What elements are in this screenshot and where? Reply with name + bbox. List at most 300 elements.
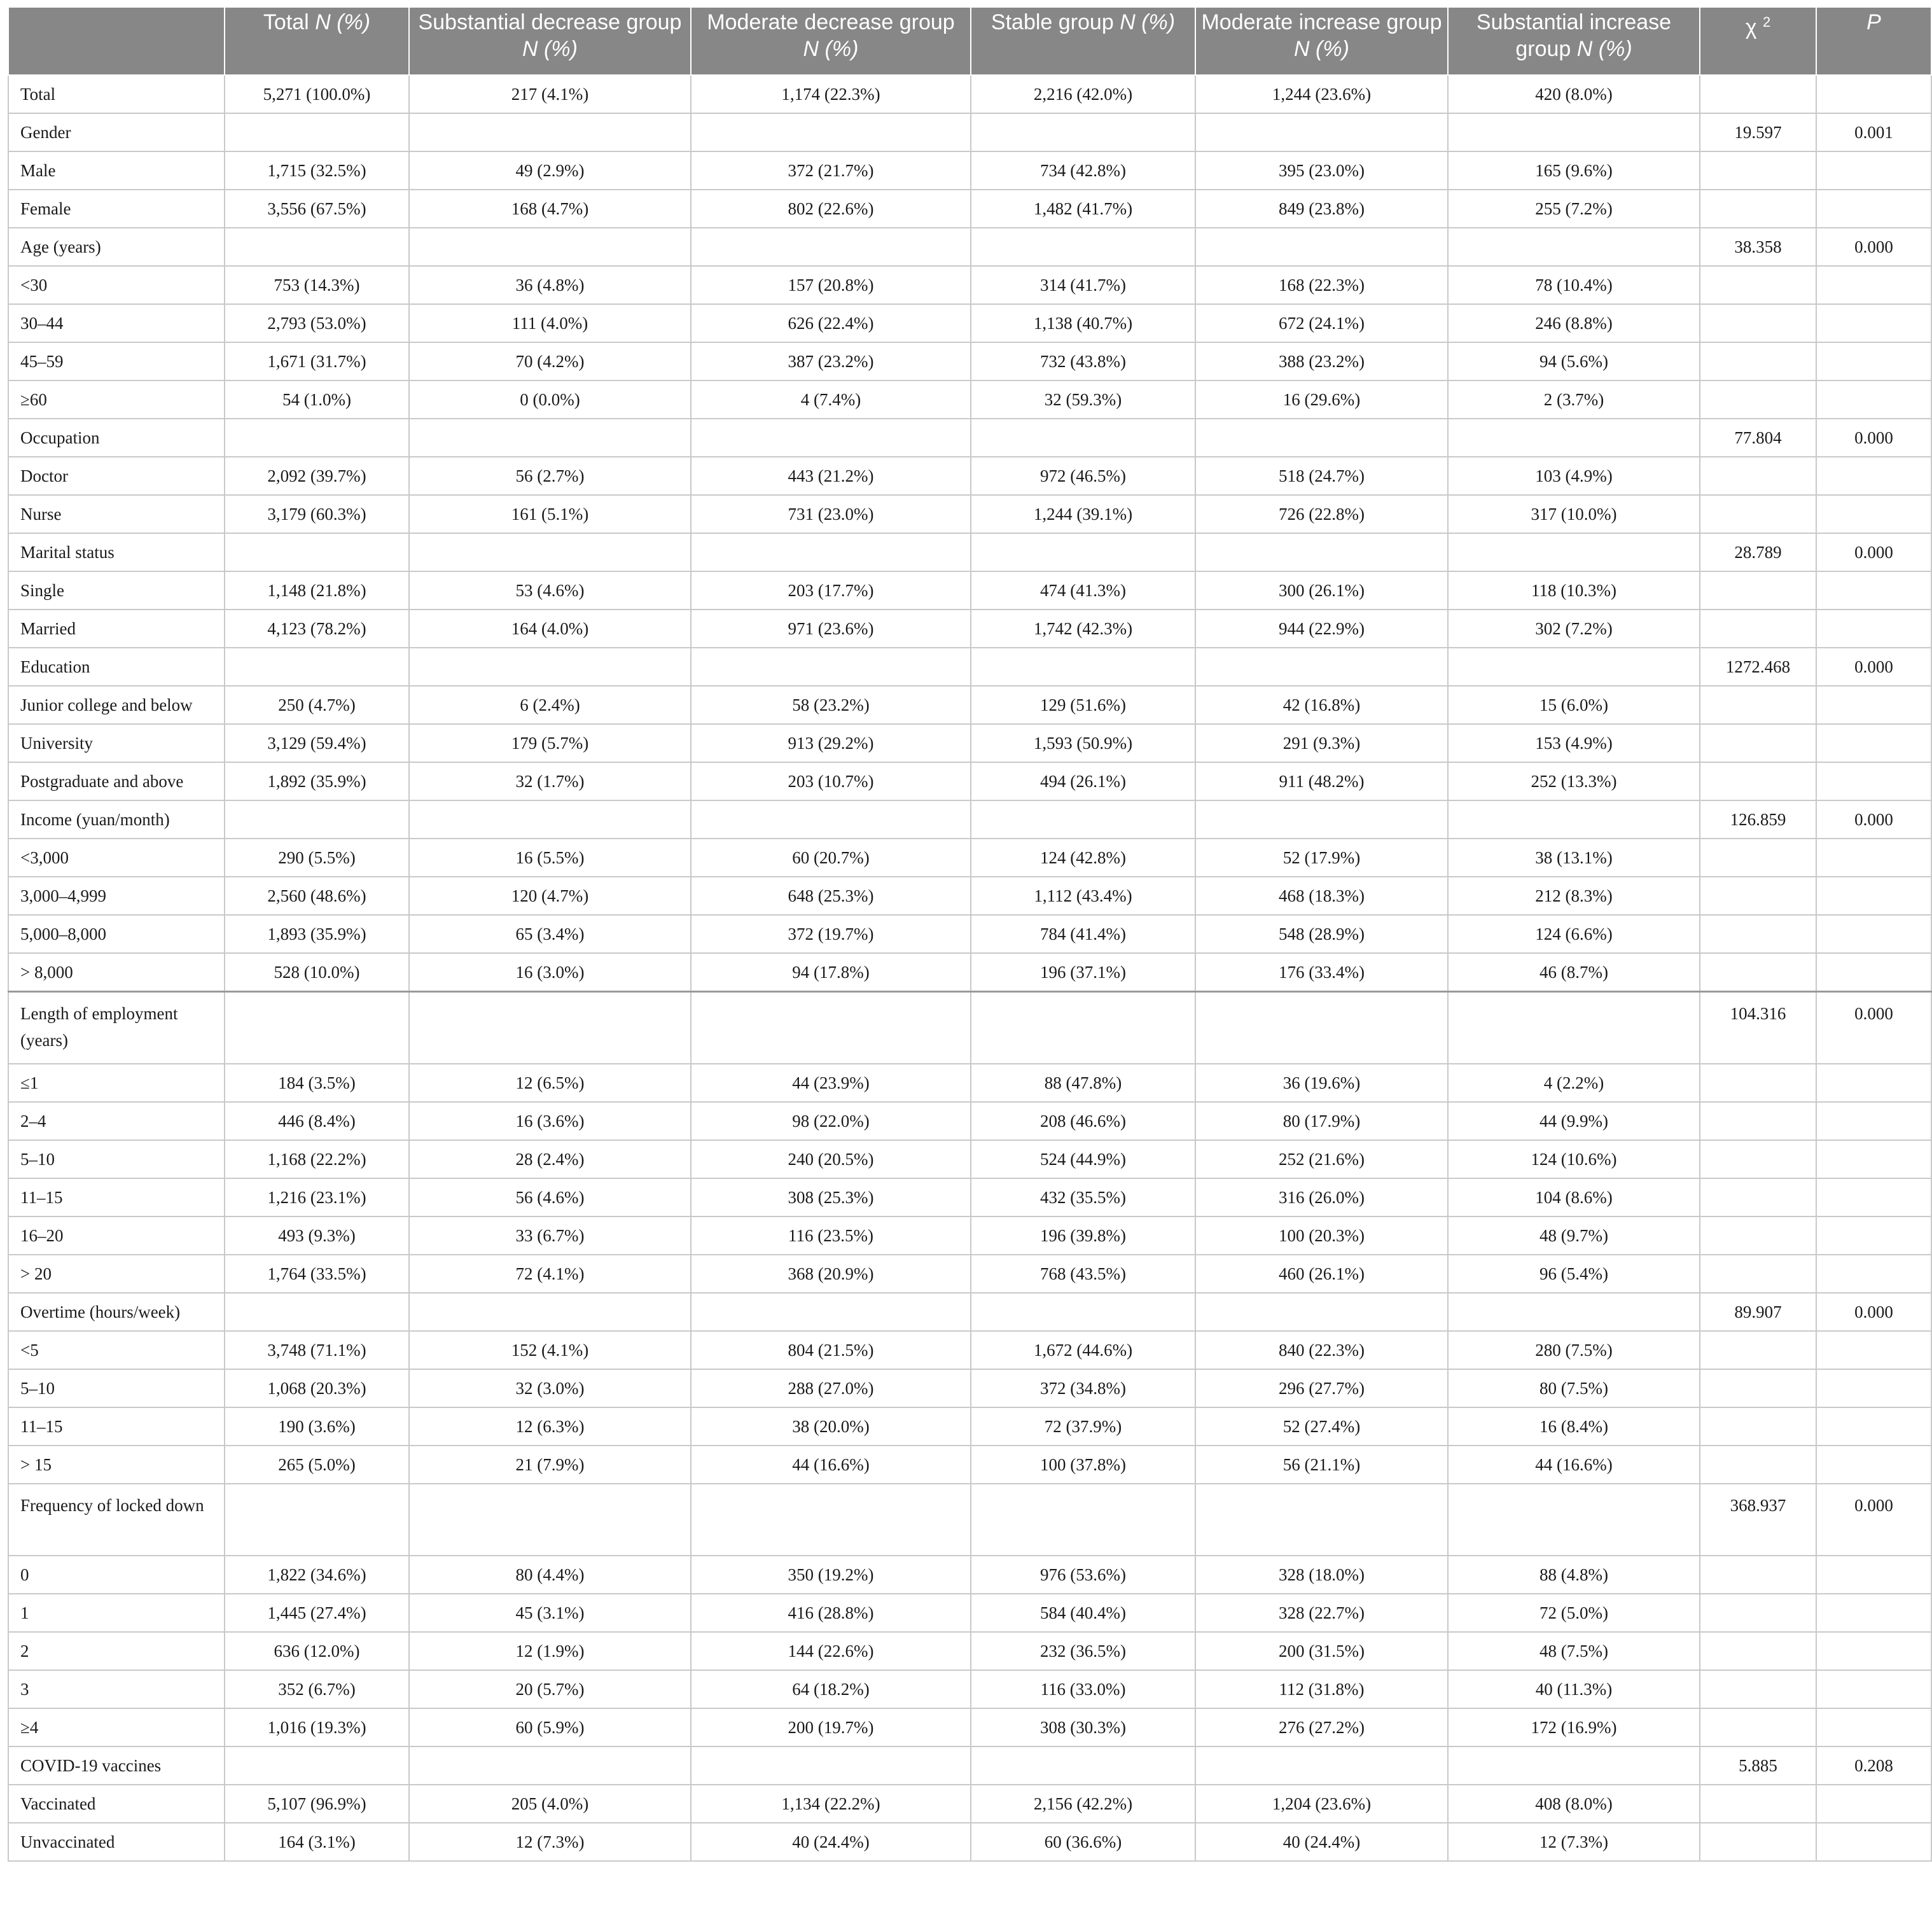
moderate-decrease-cell [691,800,971,839]
row-label: Length of employment (years) [8,992,225,1064]
stable-cell: 124 (42.8%) [971,839,1195,877]
header-substantial-increase-text: Substantial increase group [1476,10,1672,61]
header-substantial-increase-n: N (%) [1576,37,1632,61]
moderate-increase-cell: 1,204 (23.6%) [1195,1785,1448,1823]
stable-cell: 732 (43.8%) [971,342,1195,380]
stable-cell: 1,112 (43.4%) [971,877,1195,915]
table-row [8,762,1931,800]
total-cell: 290 (5.5%) [225,839,409,877]
substantial-increase-cell: 172 (16.9%) [1448,1708,1700,1746]
total-cell: 184 (3.5%) [225,1064,409,1102]
p-value-cell [1816,610,1931,648]
table-row [8,419,1931,457]
moderate-decrease-cell: 44 (16.6%) [691,1446,971,1484]
total-cell [225,648,409,686]
moderate-increase-cell: 168 (22.3%) [1195,266,1448,304]
stable-cell: 972 (46.5%) [971,457,1195,495]
stable-cell [971,419,1195,457]
moderate-increase-cell [1195,992,1448,1064]
header-label [8,7,225,75]
total-cell: 1,445 (27.4%) [225,1594,409,1632]
stable-cell: 314 (41.7%) [971,266,1195,304]
table-row [8,151,1931,190]
substantial-decrease-cell [409,419,691,457]
stable-cell: 72 (37.9%) [971,1407,1195,1446]
table-row [8,915,1931,953]
table-row [8,1446,1931,1484]
moderate-decrease-cell: 64 (18.2%) [691,1670,971,1708]
total-cell: 164 (3.1%) [225,1823,409,1861]
total-cell: 753 (14.3%) [225,266,409,304]
substantial-increase-cell [1448,800,1700,839]
substantial-decrease-cell: 12 (7.3%) [409,1823,691,1861]
substantial-decrease-cell: 16 (3.6%) [409,1102,691,1140]
p-value-cell: 0.000 [1816,1484,1931,1556]
moderate-increase-cell: 726 (22.8%) [1195,495,1448,533]
row-label: Junior college and below [8,686,225,724]
chi-square-cell [1700,75,1816,113]
moderate-decrease-cell: 443 (21.2%) [691,457,971,495]
stable-cell [971,1484,1195,1556]
substantial-increase-cell: 46 (8.7%) [1448,953,1700,992]
table-row [8,648,1931,686]
total-cell: 1,148 (21.8%) [225,571,409,610]
substantial-increase-cell: 302 (7.2%) [1448,610,1700,648]
header-p-text: P [1866,10,1881,34]
p-value-cell [1816,724,1931,762]
moderate-increase-cell: 276 (27.2%) [1195,1708,1448,1746]
moderate-increase-cell: 56 (21.1%) [1195,1446,1448,1484]
stable-cell: 474 (41.3%) [971,571,1195,610]
moderate-increase-cell: 460 (26.1%) [1195,1255,1448,1293]
moderate-decrease-cell: 626 (22.4%) [691,304,971,342]
total-cell: 3,179 (60.3%) [225,495,409,533]
moderate-increase-cell: 291 (9.3%) [1195,724,1448,762]
header-chi-superscript: 2 [1763,14,1771,30]
p-value-cell [1816,1823,1931,1861]
substantial-decrease-cell: 45 (3.1%) [409,1594,691,1632]
substantial-decrease-cell: 56 (4.6%) [409,1178,691,1216]
substantial-decrease-cell: 217 (4.1%) [409,75,691,113]
moderate-increase-cell: 40 (24.4%) [1195,1823,1448,1861]
p-value-cell [1816,1178,1931,1216]
chi-square-cell: 1272.468 [1700,648,1816,686]
stable-cell: 2,216 (42.0%) [971,75,1195,113]
moderate-decrease-cell [691,1293,971,1331]
row-label: 5–10 [8,1369,225,1407]
table-row [8,342,1931,380]
moderate-increase-cell: 395 (23.0%) [1195,151,1448,190]
moderate-increase-cell [1195,1746,1448,1785]
total-cell [225,800,409,839]
moderate-increase-cell [1195,1484,1448,1556]
stable-cell: 494 (26.1%) [971,762,1195,800]
chi-square-cell [1700,839,1816,877]
moderate-increase-cell: 52 (27.4%) [1195,1407,1448,1446]
row-label: > 15 [8,1446,225,1484]
moderate-increase-cell: 36 (19.6%) [1195,1064,1448,1102]
table-row [8,1556,1931,1594]
header-substantial-decrease [409,7,691,75]
total-cell [225,1293,409,1331]
row-label: 45–59 [8,342,225,380]
stable-cell: 768 (43.5%) [971,1255,1195,1293]
chi-square-cell [1700,304,1816,342]
row-label: ≤1 [8,1064,225,1102]
chi-square-cell [1700,610,1816,648]
chi-square-cell [1700,342,1816,380]
substantial-increase-cell: 48 (7.5%) [1448,1632,1700,1670]
stable-cell: 976 (53.6%) [971,1556,1195,1594]
chi-square-cell: 89.907 [1700,1293,1816,1331]
chi-square-cell [1700,1823,1816,1861]
p-value-cell [1816,380,1931,419]
header-moderate-decrease-text: Moderate decrease group [707,10,955,34]
chi-square-cell [1700,1102,1816,1140]
table-row [8,877,1931,915]
moderate-decrease-cell [691,419,971,457]
row-label: Female [8,190,225,228]
total-cell [225,228,409,266]
table-row [8,571,1931,610]
table-row [8,266,1931,304]
row-label: University [8,724,225,762]
substantial-increase-cell: 124 (6.6%) [1448,915,1700,953]
substantial-increase-cell: 255 (7.2%) [1448,190,1700,228]
substantial-decrease-cell: 33 (6.7%) [409,1216,691,1255]
substantial-increase-cell: 44 (9.9%) [1448,1102,1700,1140]
substantial-decrease-cell: 32 (3.0%) [409,1369,691,1407]
moderate-decrease-cell: 157 (20.8%) [691,266,971,304]
substantial-decrease-cell: 60 (5.9%) [409,1708,691,1746]
chi-square-cell [1700,686,1816,724]
substantial-increase-cell [1448,648,1700,686]
moderate-decrease-cell: 203 (17.7%) [691,571,971,610]
p-value-cell: 0.000 [1816,800,1931,839]
stable-cell: 196 (39.8%) [971,1216,1195,1255]
row-label: COVID-19 vaccines [8,1746,225,1785]
chi-square-cell [1700,1785,1816,1823]
moderate-increase-cell: 388 (23.2%) [1195,342,1448,380]
p-value-cell: 0.000 [1816,533,1931,571]
substantial-decrease-cell: 21 (7.9%) [409,1446,691,1484]
p-value-cell: 0.000 [1816,992,1931,1064]
table-row [8,1407,1931,1446]
substantial-decrease-cell: 168 (4.7%) [409,190,691,228]
row-label: 1 [8,1594,225,1632]
substantial-increase-cell: 2 (3.7%) [1448,380,1700,419]
row-label: 16–20 [8,1216,225,1255]
stable-cell [971,648,1195,686]
row-label: <5 [8,1331,225,1369]
total-cell [225,1746,409,1785]
header-substantial-decrease-text: Substantial decrease group [418,10,682,34]
substantial-increase-cell: 153 (4.9%) [1448,724,1700,762]
header-total-n: N (%) [315,10,371,34]
total-cell: 1,764 (33.5%) [225,1255,409,1293]
row-label: Total [8,75,225,113]
moderate-increase-cell [1195,800,1448,839]
substantial-decrease-cell: 49 (2.9%) [409,151,691,190]
stable-cell: 196 (37.1%) [971,953,1195,992]
chi-square-cell: 19.597 [1700,113,1816,151]
p-value-cell [1816,457,1931,495]
substantial-increase-cell: 246 (8.8%) [1448,304,1700,342]
substantial-decrease-cell: 70 (4.2%) [409,342,691,380]
substantial-increase-cell: 96 (5.4%) [1448,1255,1700,1293]
substantial-increase-cell: 103 (4.9%) [1448,457,1700,495]
total-cell: 5,107 (96.9%) [225,1785,409,1823]
stable-cell: 1,244 (39.1%) [971,495,1195,533]
substantial-decrease-cell: 205 (4.0%) [409,1785,691,1823]
stable-cell: 372 (34.8%) [971,1369,1195,1407]
chi-square-cell [1700,457,1816,495]
substantial-increase-cell: 165 (9.6%) [1448,151,1700,190]
table-row [8,1785,1931,1823]
moderate-increase-cell: 252 (21.6%) [1195,1140,1448,1178]
moderate-increase-cell: 176 (33.4%) [1195,953,1448,992]
total-cell: 352 (6.7%) [225,1670,409,1708]
stable-cell: 1,138 (40.7%) [971,304,1195,342]
row-label: ≥60 [8,380,225,419]
table-row [8,1632,1931,1670]
row-label: Male [8,151,225,190]
moderate-decrease-cell [691,992,971,1064]
chi-square-cell [1700,495,1816,533]
substantial-increase-cell: 78 (10.4%) [1448,266,1700,304]
chi-square-cell: 126.859 [1700,800,1816,839]
p-value-cell [1816,1216,1931,1255]
substantial-decrease-cell: 16 (3.0%) [409,953,691,992]
moderate-decrease-cell: 203 (10.7%) [691,762,971,800]
total-cell: 2,793 (53.0%) [225,304,409,342]
row-label: 5,000–8,000 [8,915,225,953]
total-cell: 528 (10.0%) [225,953,409,992]
substantial-decrease-cell [409,1746,691,1785]
moderate-increase-cell [1195,648,1448,686]
moderate-decrease-cell: 94 (17.8%) [691,953,971,992]
p-value-cell [1816,1556,1931,1594]
row-label: Gender [8,113,225,151]
p-value-cell [1816,495,1931,533]
header-chi-symbol: χ [1745,15,1757,39]
row-label: Overtime (hours/week) [8,1293,225,1331]
stable-cell [971,228,1195,266]
chi-square-cell [1700,266,1816,304]
chi-square-cell: 77.804 [1700,419,1816,457]
moderate-decrease-cell: 372 (19.7%) [691,915,971,953]
table-row [8,228,1931,266]
moderate-decrease-cell [691,113,971,151]
moderate-decrease-cell [691,228,971,266]
total-cell: 1,068 (20.3%) [225,1369,409,1407]
p-value-cell [1816,1140,1931,1178]
chi-square-cell: 5.885 [1700,1746,1816,1785]
row-label: Marital status [8,533,225,571]
substantial-increase-cell: 88 (4.8%) [1448,1556,1700,1594]
substantial-increase-cell: 408 (8.0%) [1448,1785,1700,1823]
p-value-cell: 0.001 [1816,113,1931,151]
total-cell: 2,092 (39.7%) [225,457,409,495]
substantial-decrease-cell: 32 (1.7%) [409,762,691,800]
substantial-decrease-cell [409,113,691,151]
row-label: Nurse [8,495,225,533]
substantial-increase-cell [1448,419,1700,457]
substantial-decrease-cell: 179 (5.7%) [409,724,691,762]
substantial-increase-cell: 317 (10.0%) [1448,495,1700,533]
chi-square-cell [1700,1369,1816,1407]
stable-cell: 734 (42.8%) [971,151,1195,190]
row-label: 2 [8,1632,225,1670]
substantial-increase-cell [1448,1746,1700,1785]
moderate-decrease-cell: 40 (24.4%) [691,1823,971,1861]
row-label: Unvaccinated [8,1823,225,1861]
substantial-increase-cell: 124 (10.6%) [1448,1140,1700,1178]
substantial-increase-cell: 252 (13.3%) [1448,762,1700,800]
header-moderate-increase-text: Moderate increase group [1201,10,1442,34]
stable-cell [971,1293,1195,1331]
total-cell: 1,822 (34.6%) [225,1556,409,1594]
moderate-increase-cell: 1,244 (23.6%) [1195,75,1448,113]
moderate-increase-cell: 328 (22.7%) [1195,1594,1448,1632]
stable-cell: 32 (59.3%) [971,380,1195,419]
moderate-decrease-cell [691,1746,971,1785]
table-row [8,1216,1931,1255]
moderate-increase-cell: 112 (31.8%) [1195,1670,1448,1708]
moderate-increase-cell: 16 (29.6%) [1195,380,1448,419]
row-label: 3 [8,1670,225,1708]
substantial-increase-cell: 94 (5.6%) [1448,342,1700,380]
substantial-increase-cell: 212 (8.3%) [1448,877,1700,915]
stable-cell: 584 (40.4%) [971,1594,1195,1632]
p-value-cell [1816,571,1931,610]
header-p-value [1816,7,1931,75]
p-value-cell [1816,75,1931,113]
substantial-decrease-cell: 72 (4.1%) [409,1255,691,1293]
p-value-cell [1816,1594,1931,1632]
moderate-decrease-cell: 971 (23.6%) [691,610,971,648]
p-value-cell [1816,1369,1931,1407]
substantial-decrease-cell: 20 (5.7%) [409,1670,691,1708]
p-value-cell [1816,1670,1931,1708]
substantial-decrease-cell: 164 (4.0%) [409,610,691,648]
substantial-increase-cell: 16 (8.4%) [1448,1407,1700,1446]
stable-cell: 129 (51.6%) [971,686,1195,724]
table-row [8,839,1931,877]
table-row [8,190,1931,228]
chi-square-cell: 38.358 [1700,228,1816,266]
substantial-increase-cell: 4 (2.2%) [1448,1064,1700,1102]
moderate-increase-cell: 548 (28.9%) [1195,915,1448,953]
p-value-cell [1816,1064,1931,1102]
row-label: Married [8,610,225,648]
chi-square-cell [1700,953,1816,992]
moderate-increase-cell [1195,228,1448,266]
header-stable-n: N (%) [1120,10,1176,34]
table-row [8,1594,1931,1632]
moderate-decrease-cell: 98 (22.0%) [691,1102,971,1140]
chi-square-cell [1700,1670,1816,1708]
total-cell: 1,671 (31.7%) [225,342,409,380]
row-label: Doctor [8,457,225,495]
table-row [8,1293,1931,1331]
stable-cell: 784 (41.4%) [971,915,1195,953]
moderate-increase-cell: 468 (18.3%) [1195,877,1448,915]
moderate-decrease-cell [691,533,971,571]
header-stable-text: Stable group [990,10,1114,34]
row-label: > 20 [8,1255,225,1293]
moderate-increase-cell: 42 (16.8%) [1195,686,1448,724]
total-cell: 265 (5.0%) [225,1446,409,1484]
p-value-cell [1816,1708,1931,1746]
table-row [8,1102,1931,1140]
chi-square-cell [1700,380,1816,419]
row-label: 2–4 [8,1102,225,1140]
p-value-cell [1816,342,1931,380]
substantial-decrease-cell: 65 (3.4%) [409,915,691,953]
substantial-decrease-cell [409,992,691,1064]
table-row [8,1746,1931,1785]
moderate-decrease-cell: 731 (23.0%) [691,495,971,533]
substantial-decrease-cell: 12 (6.5%) [409,1064,691,1102]
stable-cell: 308 (30.3%) [971,1708,1195,1746]
results-table [8,6,1932,1862]
p-value-cell [1816,915,1931,953]
substantial-increase-cell: 12 (7.3%) [1448,1823,1700,1861]
row-label: 0 [8,1556,225,1594]
total-cell: 3,129 (59.4%) [225,724,409,762]
p-value-cell [1816,1102,1931,1140]
p-value-cell [1816,151,1931,190]
header-total [225,7,409,75]
substantial-decrease-cell: 12 (6.3%) [409,1407,691,1446]
total-cell [225,992,409,1064]
substantial-increase-cell: 72 (5.0%) [1448,1594,1700,1632]
chi-square-cell [1700,1632,1816,1670]
stable-cell: 432 (35.5%) [971,1178,1195,1216]
substantial-decrease-cell: 152 (4.1%) [409,1331,691,1369]
moderate-decrease-cell: 350 (19.2%) [691,1556,971,1594]
p-value-cell [1816,762,1931,800]
total-cell: 54 (1.0%) [225,380,409,419]
moderate-decrease-cell: 416 (28.8%) [691,1594,971,1632]
p-value-cell [1816,877,1931,915]
table-row [8,1670,1931,1708]
moderate-decrease-cell: 116 (23.5%) [691,1216,971,1255]
substantial-increase-cell: 80 (7.5%) [1448,1369,1700,1407]
moderate-increase-cell [1195,419,1448,457]
moderate-decrease-cell: 308 (25.3%) [691,1178,971,1216]
stable-cell: 100 (37.8%) [971,1446,1195,1484]
header-substantial-increase [1448,7,1700,75]
chi-square-cell [1700,1255,1816,1293]
moderate-increase-cell: 52 (17.9%) [1195,839,1448,877]
moderate-decrease-cell [691,1484,971,1556]
substantial-increase-cell: 15 (6.0%) [1448,686,1700,724]
substantial-decrease-cell: 6 (2.4%) [409,686,691,724]
p-value-cell: 0.000 [1816,228,1931,266]
row-label: 30–44 [8,304,225,342]
p-value-cell [1816,1785,1931,1823]
total-cell [225,533,409,571]
row-label: Frequency of locked down [8,1484,225,1556]
moderate-increase-cell: 100 (20.3%) [1195,1216,1448,1255]
chi-square-cell [1700,724,1816,762]
total-cell: 1,216 (23.1%) [225,1178,409,1216]
chi-square-cell [1700,1331,1816,1369]
table-header [8,7,1931,75]
substantial-decrease-cell [409,228,691,266]
